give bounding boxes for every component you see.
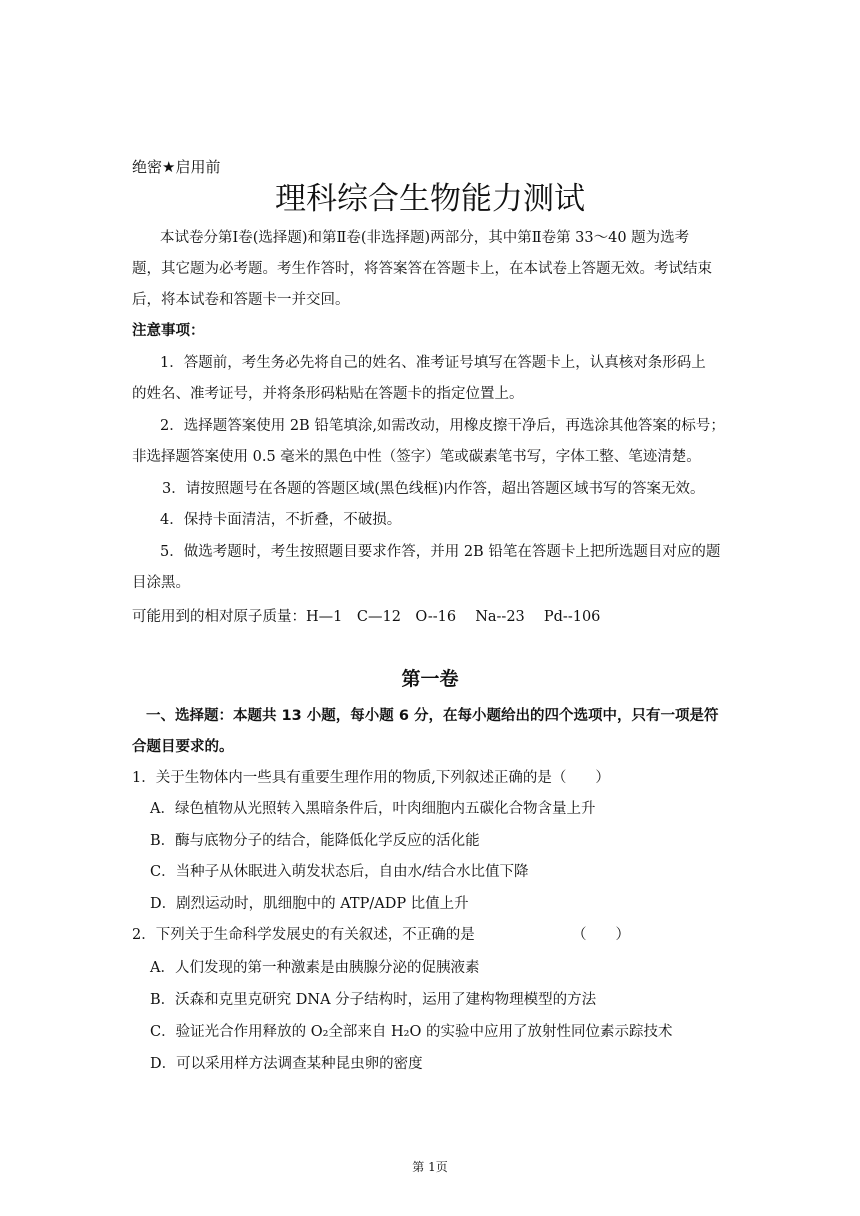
question-1-option-b: B．酶与底物分子的结合，能降低化学反应的活化能 xyxy=(150,833,480,849)
intro-line-1: 本试卷分第Ⅰ卷(选择题)和第Ⅱ卷(非选择题)两部分，其中第Ⅱ卷第 33～40 题为选考 xyxy=(160,230,690,246)
question-2-stem: 2．下列关于生命科学发展史的有关叙述，不正确的是 xyxy=(132,927,475,943)
section-instruction-line-1: 一、选择题：本题共 13 小题，每小题 6 分，在每小题给出的四个选项中，只有一项是符 xyxy=(146,708,719,724)
note-line: 5．做选考题时，考生按照题目要求作答，并用 2B 铅笔在答题卡上把所选题目对应的题 xyxy=(160,544,721,560)
question-1-stem: 1．关于生物体内一些具有重要生理作用的物质,下列叙述正确的是（ ） xyxy=(132,770,610,786)
note-line: 非选择题答案使用 0.5 毫米的黑色中性（签字）笔或碳素笔书写，字体工整、笔迹清楚。 xyxy=(132,449,701,465)
note-line: 1．答题前，考生务必先将自己的姓名、准考证号填写在答题卡上，认真核对条形码上 xyxy=(160,355,706,371)
note-line: 3．请按照题号在各题的答题区域(黑色线框)内作答，超出答题区域书写的答案无效。 xyxy=(162,481,705,497)
question-1-option-a: A．绿色植物从光照转入黑暗条件后，叶肉细胞内五碳化合物含量上升 xyxy=(150,801,596,817)
intro-line-3: 后，将本试卷和答题卡一并交回。 xyxy=(132,292,350,308)
notes-title: 注意事项： xyxy=(132,323,205,339)
note-line: 2．选择题答案使用 2B 铅笔填涂,如需改动，用橡皮擦干净后，再选涂其他答案的标号； xyxy=(160,418,725,434)
question-2-option-d: D．可以采用样方法调查某种昆虫卵的密度 xyxy=(150,1056,423,1072)
section-instruction-line-2: 合题目要求的。 xyxy=(132,739,234,755)
question-2-option-b: B．沃森和克里克研究 DNA 分子结构时，运用了建构物理模型的方法 xyxy=(150,992,597,1008)
note-line: 4．保持卡面清洁，不折叠，不破损。 xyxy=(160,512,402,528)
page-number: 第 1页 xyxy=(412,1160,448,1174)
question-2-option-c: C．验证光合作用释放的 O₂全部来自 H₂O 的实验中应用了放射性同位素示踪技术 xyxy=(150,1024,673,1040)
atomic-mass-line: 可能用到的相对原子质量：H—1 C—12 O--16 Na--23 Pd--106 xyxy=(132,609,601,625)
question-2-answer-bracket: （ ） xyxy=(572,927,630,943)
intro-line-2: 题，其它题为必考题。考生作答时，将答案答在答题卡上，在本试卷上答题无效。考试结束 xyxy=(132,261,712,277)
confidential-label: 绝密★启用前 xyxy=(132,158,221,176)
section-title: 第一卷 xyxy=(401,668,459,690)
note-line: 目涂黑。 xyxy=(132,575,190,591)
question-1-option-c: C．当种子从休眠进入萌发状态后，自由水/结合水比值下降 xyxy=(150,864,529,880)
note-line: 的姓名、准考证号，并将条形码粘贴在答题卡的指定位置上。 xyxy=(132,386,524,402)
page-title: 理科综合生物能力测试 xyxy=(275,181,585,217)
question-1-option-d: D．剧烈运动时，肌细胞中的 ATP/ADP 比值上升 xyxy=(150,896,469,912)
question-2-option-a: A．人们发现的第一种激素是由胰腺分泌的促胰液素 xyxy=(150,960,480,976)
